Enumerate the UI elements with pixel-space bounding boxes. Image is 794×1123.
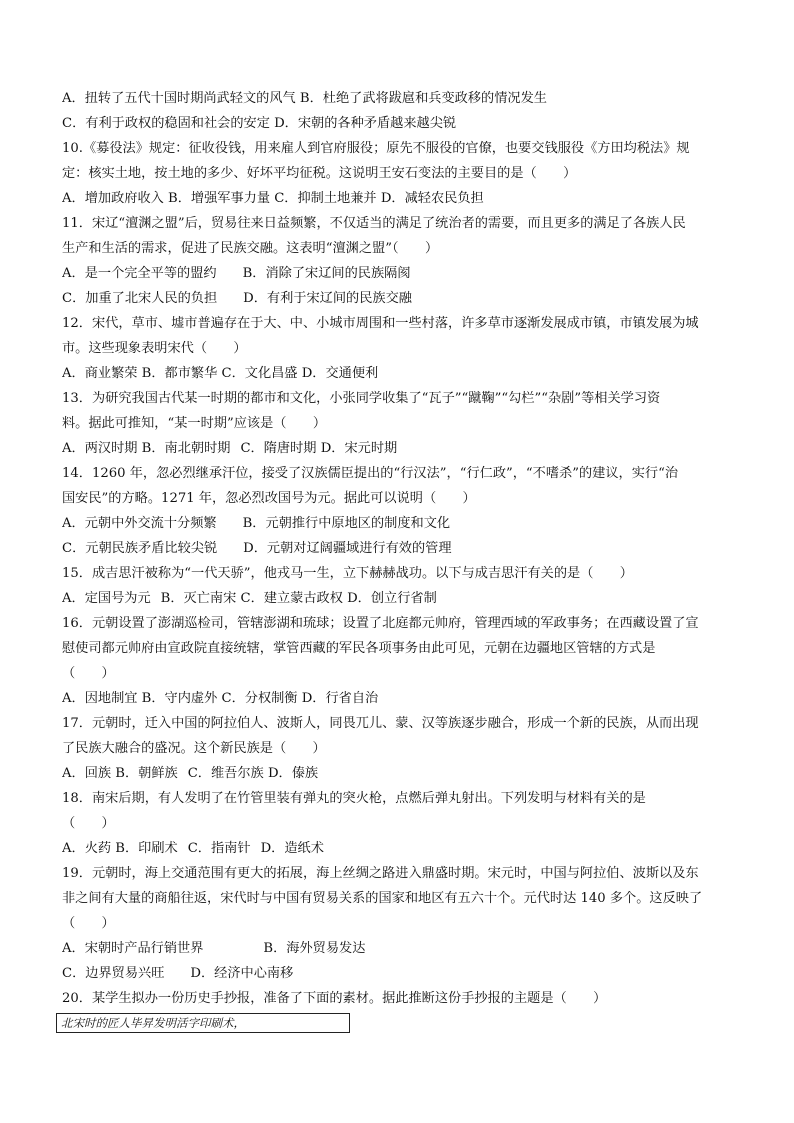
q10-stem-line1: 10.《募役法》规定：征收役钱，用来雇人到官府服役；原先不服役的官僚，也要交钱服役《方田均税法》规 [62, 141, 690, 156]
q11-option-b: B．消除了宋辽间的民族隔阂 [242, 266, 411, 281]
q13-stem-line2: 料。据此可推知，“某一时期”应该是（ ） [62, 416, 327, 431]
q11-option-d: D．有利于宋辽间的民族交融 [243, 291, 412, 306]
q14-option-d: D．元朝对辽阔疆域进行有效的管理 [243, 541, 452, 556]
q19-option-d: D．经济中心南移 [190, 966, 294, 981]
q14-option-c: C．元朝民族矛盾比较尖锐 [62, 541, 218, 556]
exam-page [62, 86, 732, 1035]
q11-option-a: A．是一个完全平等的盟约 [62, 266, 217, 281]
q19-stem-line1: 19．元朝时，海上交通范围有更大的拓展，海上丝绸之路进入鼎盛时期。宋元时，中国与阿拉伯、波斯以及东 [62, 866, 699, 881]
q20-material-row [62, 1013, 732, 1035]
q19-option-a: A．宋朝时产品行销世界 [62, 941, 204, 956]
q14-options-cd [62, 536, 732, 561]
q14-options-ab [62, 511, 732, 536]
q19-options-ab [62, 936, 732, 961]
q13-stem-line1: 13．为研究我国古代某一时期的都市和文化，小张同学收集了“瓦子”“蹴鞠”“勾栏”“杂剧”等相关学习资 [62, 391, 661, 406]
q14-option-b: B．元朝推行中原地区的制度和文化 [242, 516, 451, 531]
q11-options-ab [62, 261, 732, 286]
q19-options-cd [62, 961, 732, 986]
q14-stem-line2: 国安民”的方略。1271 年，忽必烈改国号为元。据此可以说明（ ） [62, 491, 476, 506]
q15-option-a: A．定国号为元 [62, 591, 151, 606]
q16-stem-line1: 16．元朝设置了澎湖巡检司，管辖澎湖和琉球；设置了北庭都元帅府，管理西域的军政事务；在西藏设置了宣 [62, 616, 699, 631]
q11-option-c: C．加重了北宋人民的负担 [62, 291, 218, 306]
q17-options-cd: C．维吾尔族 D．傣族 [187, 766, 319, 781]
q19-stem-line3: （ ） [62, 916, 115, 931]
q19-option-b: B．海外贸易发达 [263, 941, 366, 956]
q20-stem: 20．某学生拟办一份历史手抄报，准备了下面的素材。据此推断这份手抄报的主题是（ ） [62, 991, 607, 1006]
q11-stem-line2: 生产和生活的需求，促进了民族交融。这表明“澶渊之盟”（ ） [62, 241, 439, 256]
q17-options-ab: A．回族 B．朝鲜族 [62, 766, 178, 781]
q13-options [62, 436, 732, 461]
q11-stem-line1: 11．宋辽“澶渊之盟”后，贸易往来日益频繁，不仅适当的满足了统治者的需要，而且更多的满足了各族人民 [62, 216, 686, 231]
q20-material-box: 北宋时的匠人毕昇发明活字印刷术， [56, 1013, 350, 1033]
q18-option-c: C．指南针 [187, 841, 251, 856]
q14-option-a: A．元朝中外交流十分频繁 [62, 516, 217, 531]
q17-stem-line2: 了民族大融合的盛况。这个新民族是（ ） [62, 741, 326, 756]
q15-stem: 15．成吉思汗被称为“一代天骄”，他戎马一生，立下赫赫战功。以下与成吉思汗有关的是（ ） [62, 566, 633, 581]
q18-options [62, 836, 732, 861]
q12-stem-line1: 12．宋代，草市、墟市普遍存在于大、中、小城市周围和一些村落，许多草市逐渐发展成市镇，市镇发展为城 [62, 316, 699, 331]
q19-stem-line2: 非之间有大量的商船往返，宋代时与中国有贸易关系的国家和地区有五六十个。元代时达 140 多个。这反映了 [62, 891, 703, 906]
q18-stem-line1: 18．南宋后期，有人发明了在竹管里装有弹丸的突火枪，点燃后弹丸射出。下列发明与材料有关的是 [62, 791, 646, 806]
q9-options-ab: A．扭转了五代十国时期尚武轻文的风气 B．杜绝了武将跋扈和兵变政移的情况发生 [62, 91, 547, 106]
q10-options: A．增加政府收入 B．增强军事力量 C．抑制土地兼并 D．减轻农民负担 [62, 191, 484, 206]
q15-options-bcd: B．灭亡南宋 C．建立蒙古政权 D．创立行省制 [160, 591, 437, 606]
q18-stem-line2: （ ） [62, 816, 115, 831]
q13-options-ab: A．两汉时期 B．南北朝时期 [62, 441, 231, 456]
q16-stem-line3: （ ） [62, 666, 115, 681]
q10-stem-line2: 定：核实土地，按土地的多少、好坏平均征税。这说明王安石变法的主要目的是（ ） [62, 166, 577, 181]
q16-options: A．因地制宜 B．守内虚外 C．分权制衡 D．行省自治 [62, 691, 379, 706]
q16-stem-line2: 慰使司都元帅府由宣政院直接统辖，掌管西藏的军民各项事务由此可见，元朝在边疆地区管辖的方式是 [62, 641, 656, 656]
q13-options-cd: C．隋唐时期 D．宋元时期 [240, 441, 398, 456]
q9-options-cd: C．有利于政权的稳固和社会的安定 D．宋朝的各种矛盾越来越尖锐 [62, 116, 457, 131]
q17-stem-line1: 17．元朝时，迁入中国的阿拉伯人、波斯人，同畏兀儿、蒙、汉等族逐步融合，形成一个新的民族，从而出现 [62, 716, 699, 731]
q15-options [62, 586, 732, 611]
q12-stem-line2: 市。这些现象表明宋代（ ） [62, 341, 247, 356]
q14-stem-line1: 14．1260 年，忽必烈继承汗位，接受了汉族儒臣提出的“行汉法”，“行仁政”，“不嗜杀”的建议，实行“治 [62, 466, 679, 481]
q11-options-cd [62, 286, 732, 311]
q19-option-c: C．边界贸易兴旺 [62, 966, 165, 981]
q17-options [62, 761, 732, 786]
q18-option-d: D．造纸术 [260, 841, 324, 856]
q12-options: A．商业繁荣 B．都市繁华 C．文化昌盛 D．交通便利 [62, 366, 379, 381]
q18-options-ab: A．火药 B．印刷术 [62, 841, 178, 856]
